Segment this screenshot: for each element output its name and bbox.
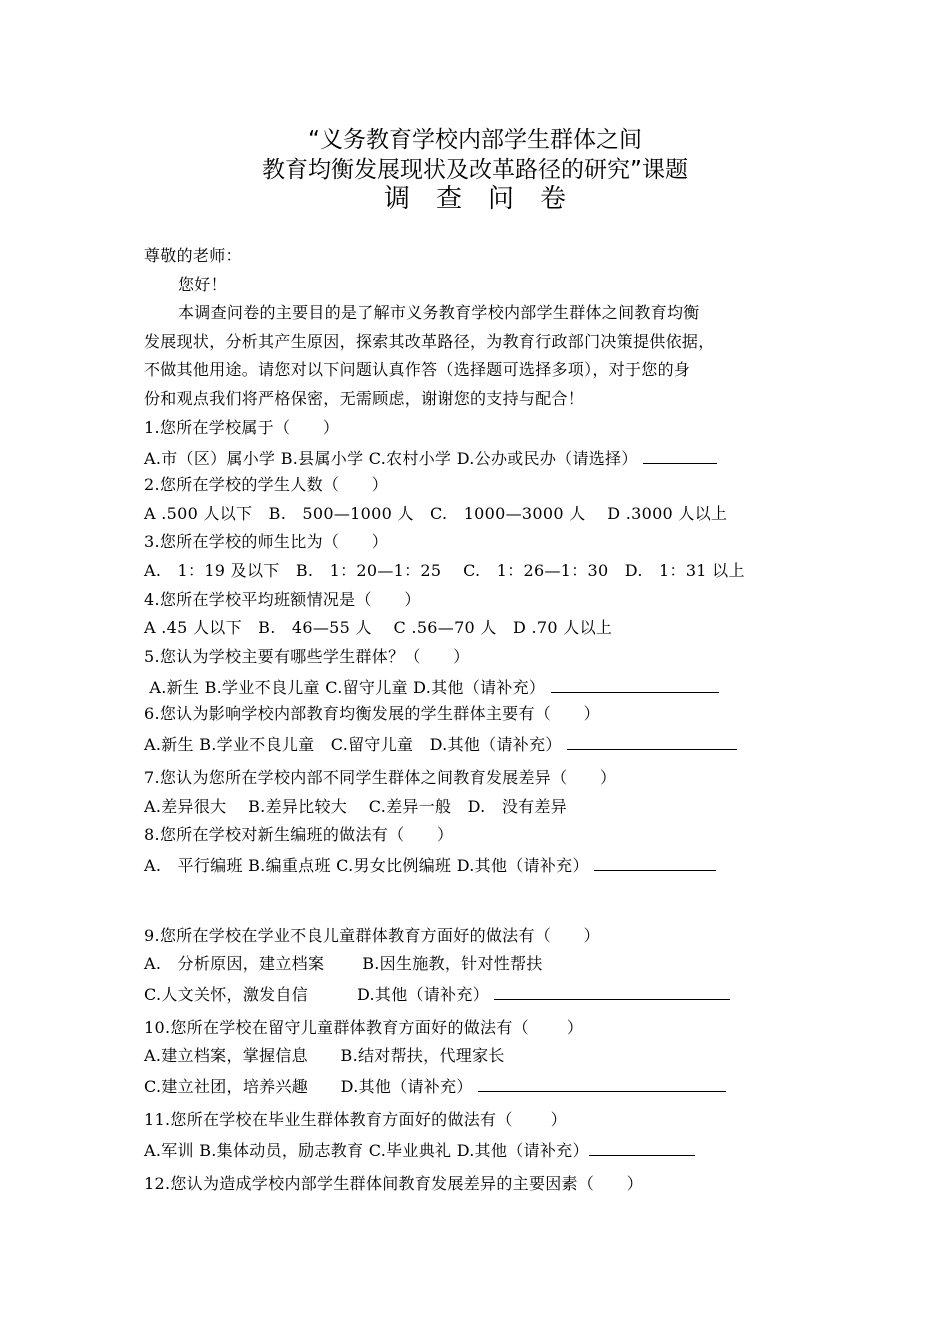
question-2-options: A .500 人以下 B. 500—1000 人 C. 1000—3000 人 D .3000 人以上 (144, 504, 728, 523)
question-3: 3.您所在学校的师生比为（ ） (144, 532, 389, 551)
question-8-options-text: A. 平行编班 B.编重点班 C.男女比例编班 D.其他（请补充） (144, 856, 589, 875)
salutation: 尊敬的老师： (144, 246, 242, 265)
title-line-2: 教育均衡发展现状及改革路径的研究”课题 (262, 157, 688, 183)
answer-blank[interactable] (594, 852, 716, 871)
greeting: 您好！ (178, 275, 227, 294)
question-8: 8.您所在学校对新生编班的做法有（ ） (144, 825, 454, 844)
question-11-options-text: A.军训 B.集体动员，励志教育 C.毕业典礼 D.其他（请补充） (144, 1141, 589, 1160)
question-7-options: A.差异很大 B.差异比较大 C.差异一般 D. 没有差异 (144, 797, 568, 816)
question-5-options (144, 674, 719, 700)
question-6-options (144, 731, 737, 757)
question-1: 1.您所在学校属于（ ） (144, 418, 340, 437)
question-11: 11.您所在学校在毕业生群体教育方面好的做法有（ ） (144, 1110, 567, 1129)
question-10-options-row-2-text: C.建立社团，培养兴趣 D.其他（请补充） (144, 1077, 473, 1096)
intro-paragraph-line-1: 本调查问卷的主要目的是了解市义务教育学校内部学生群体之间教育均衡 (178, 303, 700, 322)
answer-blank[interactable] (643, 445, 717, 464)
question-6: 6.您认为影响学校内部教育均衡发展的学生群体主要有（ ） (144, 704, 600, 723)
title-line-1: “义务教育学校内部学生群体之间 (308, 127, 642, 153)
question-9: 9.您所在学校在学业不良儿童群体教育方面好的做法有（ ） (144, 926, 600, 945)
question-4: 4.您所在学校平均班额情况是（ ） (144, 590, 421, 609)
question-1-options-text: A.市（区）属小学 B.县属小学 C.农村小学 D.公办或民办（请选择） (144, 449, 638, 468)
question-7: 7.您认为您所在学校内部不同学生群体之间教育发展差异（ ） (144, 768, 617, 787)
question-12: 12.您认为造成学校内部学生群体间教育发展差异的主要因素（ ） (144, 1174, 644, 1193)
answer-blank[interactable] (567, 731, 737, 750)
question-10-options-row-2 (144, 1073, 726, 1099)
answer-blank[interactable] (551, 674, 719, 693)
question-9-options-row-2 (144, 981, 730, 1007)
question-9-options-row-2-text: C.人文关怀，激发自信 D.其他（请补充） (144, 985, 490, 1004)
intro-paragraph-line-4: 份和观点我们将严格保密，无需顾虑，谢谢您的支持与配合！ (144, 389, 585, 408)
question-9-options-row-1: A. 分析原因，建立档案 B.因生施教，针对性帮扶 (144, 954, 543, 973)
question-8-options (144, 852, 716, 878)
question-6-options-text: A.新生 B.学业不良儿童 C.留守儿童 D.其他（请补充） (144, 735, 562, 754)
question-5: 5.您认为学校主要有哪些学生群体？（ ） (144, 647, 470, 666)
intro-paragraph-line-3: 不做其他用途。请您对以下问题认真作答（选择题可选择多项），对于您的身 (144, 360, 691, 379)
question-4-options: A .45 人以下 B. 46—55 人 C .56—70 人 D .70 人以上 (144, 618, 613, 637)
intro-paragraph-line-2: 发展现状，分析其产生原因，探索其改革路径，为教育行政部门决策提供依据， (144, 332, 715, 351)
answer-blank[interactable] (589, 1137, 695, 1156)
answer-blank[interactable] (478, 1073, 726, 1092)
question-5-options-text: A.新生 B.学业不良儿童 C.留守儿童 D.其他（请补充） (144, 678, 546, 697)
question-10: 10.您所在学校在留守儿童群体教育方面好的做法有（ ） (144, 1018, 584, 1037)
title-line-3: 调查问卷 (383, 184, 592, 214)
question-3-options: A. 1：19 及以下 B. 1：20—1：25 C. 1：26—1：30 D. 1：31 以上 (144, 561, 745, 580)
question-2: 2.您所在学校的学生人数（ ） (144, 475, 389, 494)
answer-blank[interactable] (494, 981, 730, 1000)
question-1-options (144, 445, 717, 471)
question-10-options-row-1: A.建立档案，掌握信息 B.结对帮扶，代理家长 (144, 1046, 505, 1065)
question-11-options (144, 1137, 695, 1163)
